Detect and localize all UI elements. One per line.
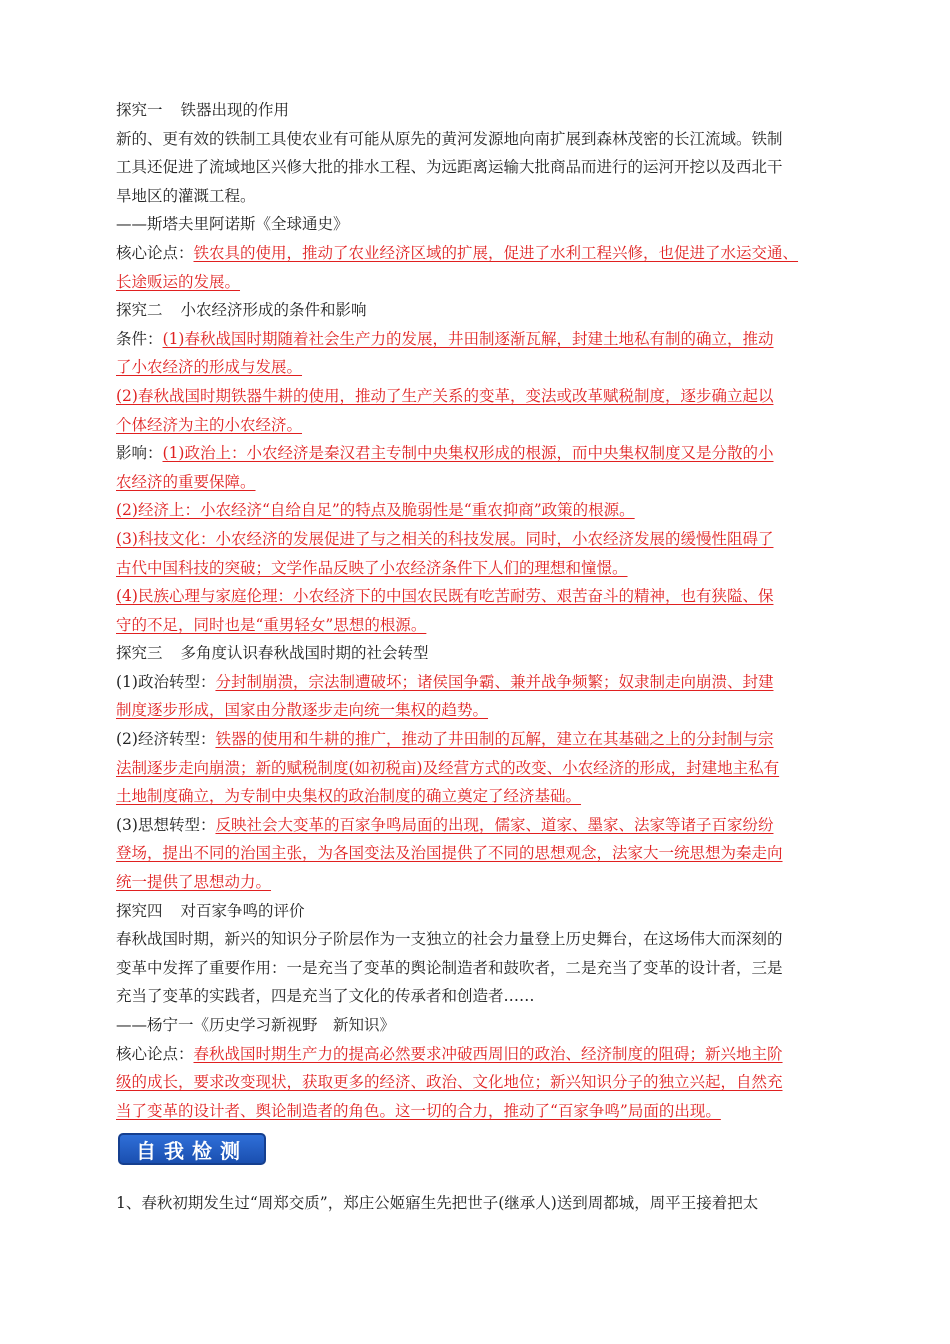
answer-text: 制度逐步形成，国家由分散逐步走向统一集权的趋势。 bbox=[116, 701, 489, 720]
answer-text: 登场，提出不同的治国主张，为各国变法及治国提供了不同的思想观念，法家大一统思想为秦走向 bbox=[116, 844, 783, 863]
section-title: 对百家争鸣的评价 bbox=[180, 901, 305, 920]
section-heading bbox=[116, 639, 840, 668]
answer-text: 守的不足，同时也是“重男轻女”思想的根源。 bbox=[116, 615, 427, 634]
answer-text: 长途贩运的发展。 bbox=[116, 272, 241, 291]
core-point-label: 核心论点： bbox=[116, 1044, 194, 1063]
answer-text: 反映社会大变革的百家争鸣局面的出现，儒家、道家、墨家、法家等诸子百家纷纷 bbox=[215, 815, 774, 834]
answer-text: 铁农具的使用，推动了农业经济区域的扩展，促进了水利工程兴修，也促进了水运交通、 bbox=[193, 243, 799, 262]
section-heading bbox=[116, 897, 840, 926]
transition-item bbox=[116, 725, 840, 754]
section-title: 铁器出现的作用 bbox=[180, 101, 290, 119]
answer-text: 统一提供了思想动力。 bbox=[116, 873, 272, 892]
quote-line: 旱地区的灌溉工程。 bbox=[116, 186, 256, 205]
answer-text: 春秋战国时期生产力的提高必然要求冲破西周旧的政治、经济制度的阻碍；新兴地主阶 bbox=[193, 1044, 783, 1063]
question-1: 1、春秋初期发生过“周郑交质”，郑庄公姬寤生先把世子(继承人)送到周都城，周平王接着把太 bbox=[116, 1194, 759, 1213]
answer-text: 分封制崩溃，宗法制遭破坏；诸侯国争霸、兼并战争频繁；奴隶制走向崩溃、封建 bbox=[215, 672, 774, 691]
quote-line: 新的、更有效的铁制工具使农业有可能从原先的黄河发源地向南扩展到森林茂密的长江流域。铁制 bbox=[116, 129, 783, 148]
core-point bbox=[116, 1040, 840, 1069]
self-test-badge: 自我检测 bbox=[118, 1133, 266, 1165]
answer-text: 个体经济为主的小农经济。 bbox=[116, 415, 303, 434]
section-title: 多角度认识春秋战国时期的社会转型 bbox=[180, 644, 429, 663]
answer-text: (1)春秋战国时期随着社会生产力的发展，井田制逐渐瓦解，封建土地私有制的确立，推动 bbox=[162, 329, 774, 348]
section-number: 探究四 bbox=[116, 901, 163, 920]
quote-line: 春秋战国时期，新兴的知识分子阶层作为一支独立的社会力量登上历史舞台，在这场伟大而深刻的 bbox=[116, 930, 783, 949]
section-heading bbox=[116, 96, 840, 125]
item-label: (3)思想转型： bbox=[116, 815, 216, 834]
answer-text: 了小农经济的形成与发展。 bbox=[116, 358, 303, 377]
answer-text: 法制逐步走向崩溃；新的赋税制度(如初税亩)及经营方式的改变、小农经济的形成，封建地主私有 bbox=[116, 758, 780, 777]
document-body bbox=[116, 96, 840, 1218]
answer-text: 级的成长，要求改变现状，获取更多的经济、政治、文化地位；新兴知识分子的独立兴起，自然充 bbox=[116, 1073, 783, 1092]
answer-text: (2)经济上：小农经济“自给自足”的特点及脆弱性是“重农抑商”政策的根源。 bbox=[116, 501, 635, 520]
condition-label: 条件： bbox=[116, 329, 163, 348]
answer-text: 铁器的使用和牛耕的推广，推动了井田制的瓦解，建立在其基础之上的分封制与宗 bbox=[215, 730, 774, 749]
quote-line: 充当了变革的实践者，四是充当了文化的传承者和创造者…… bbox=[116, 987, 535, 1006]
core-point-label: 核心论点： bbox=[116, 243, 194, 262]
quote-source: ——斯塔夫里阿诺斯《全球通史》 bbox=[116, 215, 349, 234]
section-number: 探究一 bbox=[116, 101, 163, 119]
section-number: 探究三 bbox=[116, 644, 163, 663]
section-number: 探究二 bbox=[116, 301, 163, 320]
answer-text: 当了变革的设计者、舆论制造者的角色。这一切的合力，推动了“百家争鸣”局面的出现。 bbox=[116, 1101, 721, 1120]
quote-line: 变革中发挥了重要作用：一是充当了变革的舆论制造者和鼓吹者，二是充当了变革的设计者，三是 bbox=[116, 958, 783, 977]
section-heading bbox=[116, 296, 840, 325]
answer-text: (4)民族心理与家庭伦理：小农经济下的中国农民既有吃苦耐劳、艰苦奋斗的精神，也有狭隘、保 bbox=[116, 587, 774, 606]
answer-text: 土地制度确立，为专制中央集权的政治制度的确立奠定了经济基础。 bbox=[116, 787, 582, 806]
item-label: (1)政治转型： bbox=[116, 672, 216, 691]
influence-item bbox=[116, 439, 840, 468]
transition-item bbox=[116, 811, 840, 840]
answer-text: 古代中国科技的突破；文学作品反映了小农经济条件下人们的理想和憧憬。 bbox=[116, 558, 628, 577]
transition-item bbox=[116, 668, 840, 697]
answer-text: (3)科技文化：小农经济的发展促进了与之相关的科技发展。同时，小农经济发展的缓慢性阻碍了 bbox=[116, 529, 774, 548]
answer-text: 农经济的重要保障。 bbox=[116, 472, 256, 491]
core-point bbox=[116, 239, 840, 268]
answer-text: (1)政治上：小农经济是秦汉君主专制中央集权形成的根源，而中央集权制度又是分散的小 bbox=[162, 444, 774, 463]
item-label: (2)经济转型： bbox=[116, 730, 216, 749]
answer-text: (2)春秋战国时期铁器牛耕的使用，推动了生产关系的变革，变法或改革赋税制度，逐步确立起以 bbox=[116, 386, 774, 405]
quote-source: ——杨宁一《历史学习新视野 新知识》 bbox=[116, 1016, 396, 1034]
influence-label: 影响： bbox=[116, 444, 163, 463]
quote-line: 工具还促进了流域地区兴修大批的排水工程、为远距离运输大批商品而进行的运河开挖以及西北干 bbox=[116, 158, 783, 177]
section-title: 小农经济形成的条件和影响 bbox=[180, 301, 367, 320]
condition-item bbox=[116, 325, 840, 354]
